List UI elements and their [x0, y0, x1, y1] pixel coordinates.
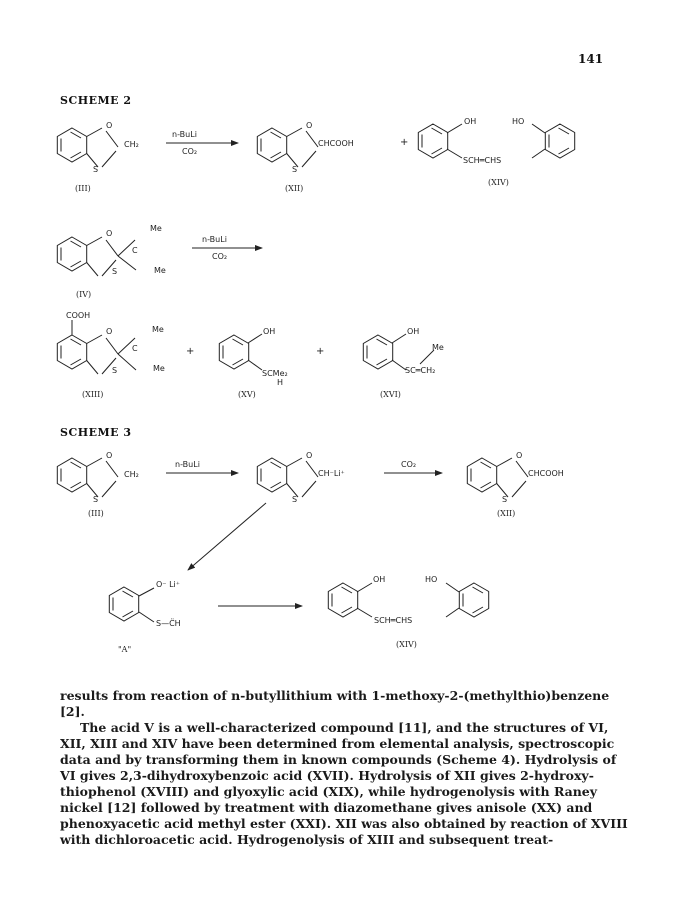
atom-s: S [292, 495, 298, 504]
scheme-2-heading: SCHEME 2 [60, 94, 132, 107]
group-oli: O⁻ Li⁺ [156, 580, 180, 589]
reagent-nbuli: n-BuLi [172, 130, 197, 139]
group-me: Me [153, 364, 165, 373]
atom-s: S [93, 495, 99, 504]
label-A: "A" [118, 645, 132, 654]
body-paragraph-2: The acid V is a well-characterized compound [11], and the structures of VI, XII, XIII and XIV have been determined from elemental analysis, spectroscopic data and by transforming them in known compounds (Scheme 4). Hydrolysis of VI gives 2,3-dihydroxybenzoic acid (XVII). Hydrolysis of XII gives 2-hydroxy-thiophenol (XVIII) and glyoxylic acid (XIX), while hydrogenolysis with Raney nickel [12] followed by treatment with diazomethane gives anisole (XX) and phenoxyacetic acid methyl ester (XXI). XII was also obtained by reaction of XVIII with dichloroacetic acid. Hydrogenolysis of XIII and subsequent treat- [60, 720, 628, 847]
reagent-co2: CO₂ [212, 252, 228, 261]
group-chli: CH⁻Li⁺ [318, 469, 345, 478]
group-ho: HO [425, 575, 438, 584]
group-oh: OH [407, 327, 420, 336]
group-oh: OH [263, 327, 276, 336]
atom-s: S [292, 165, 298, 174]
reagent-nbuli: n-BuLi [202, 235, 227, 244]
atom-o: O [106, 327, 113, 336]
plus-sign: + [400, 137, 409, 148]
page-number: 141 [578, 52, 604, 66]
label-XII: (XII) [497, 509, 516, 518]
plus-sign: + [186, 346, 195, 357]
group-sch-chs: SCH═CHS [463, 156, 502, 165]
scheme-3-heading: SCHEME 3 [60, 426, 132, 439]
atom-h: H [277, 378, 284, 387]
body-text [60, 688, 630, 848]
group-oh: OH [464, 117, 477, 126]
atom-o: O [306, 121, 313, 130]
group-sch-chs: SCH═CHS [374, 616, 413, 625]
label-XII: (XII) [285, 184, 304, 193]
group-chcooh: CHCOOH [528, 469, 564, 478]
group-ch2: CH₂ [124, 140, 139, 149]
reagent-co2: CO₂ [401, 460, 417, 469]
group-ch2: CH₂ [124, 470, 139, 479]
atom-o: O [306, 451, 313, 460]
label-IV: (IV) [76, 290, 92, 299]
atom-c: C [132, 344, 138, 353]
atom-s: S [502, 495, 508, 504]
atom-o: O [106, 229, 113, 238]
atom-s: S [112, 366, 118, 375]
group-me: Me [154, 266, 166, 275]
label-XIII: (XIII) [82, 390, 104, 399]
atom-s: S [112, 267, 118, 276]
group-scme2: SCMe₂ [262, 369, 288, 378]
group-me: Me [432, 343, 444, 352]
atom-o: O [106, 451, 113, 460]
group-me: Me [152, 325, 164, 334]
atom-o: O [106, 121, 113, 130]
body-line-1: results from reaction of n-butyllithium with 1-methoxy-2-(methylthio)benzene [60, 688, 610, 703]
group-sc-ch2: SC═CH₂ [405, 366, 436, 375]
group-me: Me [150, 224, 162, 233]
body-line-2: [2]. [60, 704, 85, 719]
label-III: (III) [75, 184, 91, 193]
label-XVI: (XVI) [380, 390, 401, 399]
reagent-nbuli: n-BuLi [175, 460, 200, 469]
group-chcooh: CHCOOH [318, 139, 354, 148]
label-III: (III) [88, 509, 104, 518]
group-ho: HO [512, 117, 525, 126]
reagent-co2: CO₂ [182, 147, 198, 156]
label-XIV: (XIV) [396, 640, 417, 649]
atom-o: O [516, 451, 523, 460]
label-XV: (XV) [238, 390, 256, 399]
label-XIV: (XIV) [488, 178, 509, 187]
atom-c: C [132, 246, 138, 255]
group-cooh: COOH [66, 311, 91, 320]
atom-s: S [93, 165, 99, 174]
group-sch: S—C̈H [156, 619, 181, 628]
group-oh: OH [373, 575, 386, 584]
plus-sign: + [316, 346, 325, 357]
